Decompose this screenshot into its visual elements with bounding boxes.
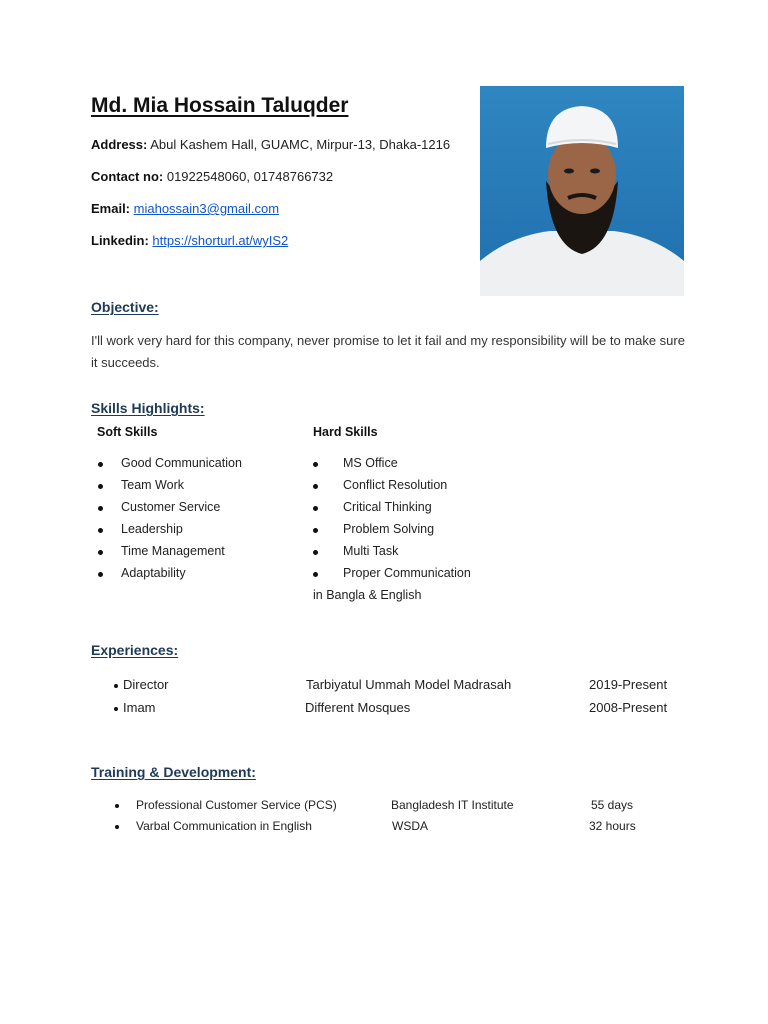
bullet-icon (114, 684, 118, 688)
address-value: Abul Kashem Hall, GUAMC, Mirpur-13, Dhaka-1216 (150, 137, 451, 152)
bullet-icon (313, 484, 318, 489)
hard-skills-heading: Hard Skills (313, 425, 378, 439)
experience-org: Different Mosques (305, 700, 411, 715)
training-org: Bangladesh IT Institute (391, 798, 514, 812)
soft-skill-item: Time Management (121, 544, 225, 558)
bullet-icon (313, 550, 318, 555)
contact-line (91, 169, 333, 184)
training-heading: Training & Development: (91, 764, 256, 780)
experience-role: Imam (123, 700, 156, 715)
hard-skill-item: Multi Task (343, 544, 399, 558)
email-line (91, 201, 279, 216)
training-org: WSDA (392, 819, 428, 833)
soft-skill-item: Good Communication (121, 456, 242, 470)
hard-skill-item: Critical Thinking (343, 500, 432, 514)
hard-skill-item: Problem Solving (343, 522, 435, 536)
hard-skill-item: MS Office (343, 456, 398, 470)
soft-skill-item: Team Work (121, 478, 184, 492)
bullet-icon (313, 506, 318, 511)
bullet-icon (98, 506, 103, 511)
experience-period: 2019-Present (589, 677, 668, 692)
skills-heading: Skills Highlights: (91, 400, 205, 416)
bullet-icon (98, 550, 103, 555)
experience-org: Tarbiyatul Ummah Model Madrasah (306, 677, 512, 692)
soft-skill-item: Adaptability (121, 566, 186, 580)
email-label: Email: (91, 201, 131, 216)
hard-skill-item: Proper Communication (343, 566, 471, 580)
bullet-icon (98, 484, 103, 489)
bullet-icon (115, 804, 119, 808)
linkedin-line (91, 233, 288, 248)
soft-skill-item: Customer Service (121, 500, 221, 514)
training-duration: 55 days (591, 798, 634, 812)
training-course: Professional Customer Service (PCS) (136, 798, 337, 812)
candidate-name: Md. Mia Hossain Taluqder (91, 94, 349, 117)
experiences-heading: Experiences: (91, 642, 179, 658)
objective-heading: Objective: (91, 299, 159, 315)
email-link[interactable]: miahossain3@gmail.com (133, 201, 280, 216)
soft-skill-item: Leadership (121, 522, 183, 536)
contact-value: 01922548060, 01748766732 (166, 169, 334, 184)
bullet-icon (98, 572, 103, 577)
experience-role: Director (123, 677, 169, 692)
address-label: Address: (91, 137, 148, 152)
bullet-icon (114, 707, 118, 711)
bullet-icon (313, 462, 318, 467)
soft-skills-heading: Soft Skills (97, 425, 158, 439)
bullet-icon (98, 462, 103, 467)
address-line (91, 137, 450, 152)
bullet-icon (313, 528, 318, 533)
objective-text: I'll work very hard for this company, never promise to let it fail and my responsibility will be to make sure it succeeds. (91, 333, 685, 370)
training-course: Varbal Communication in English (136, 819, 312, 833)
person-portrait-icon (480, 86, 684, 296)
linkedin-label: Linkedin: (91, 233, 149, 248)
hard-skill-continuation: in Bangla & English (313, 588, 422, 602)
contact-label: Contact no: (91, 169, 164, 184)
bullet-icon (115, 825, 119, 829)
linkedin-link[interactable]: https://shorturl.at/wyIS2 (152, 233, 289, 248)
training-duration: 32 hours (589, 819, 636, 833)
profile-photo (480, 86, 684, 296)
hard-skill-item: Conflict Resolution (343, 478, 448, 492)
bullet-icon (98, 528, 103, 533)
bullet-icon (313, 572, 318, 577)
experience-period: 2008-Present (589, 700, 668, 715)
